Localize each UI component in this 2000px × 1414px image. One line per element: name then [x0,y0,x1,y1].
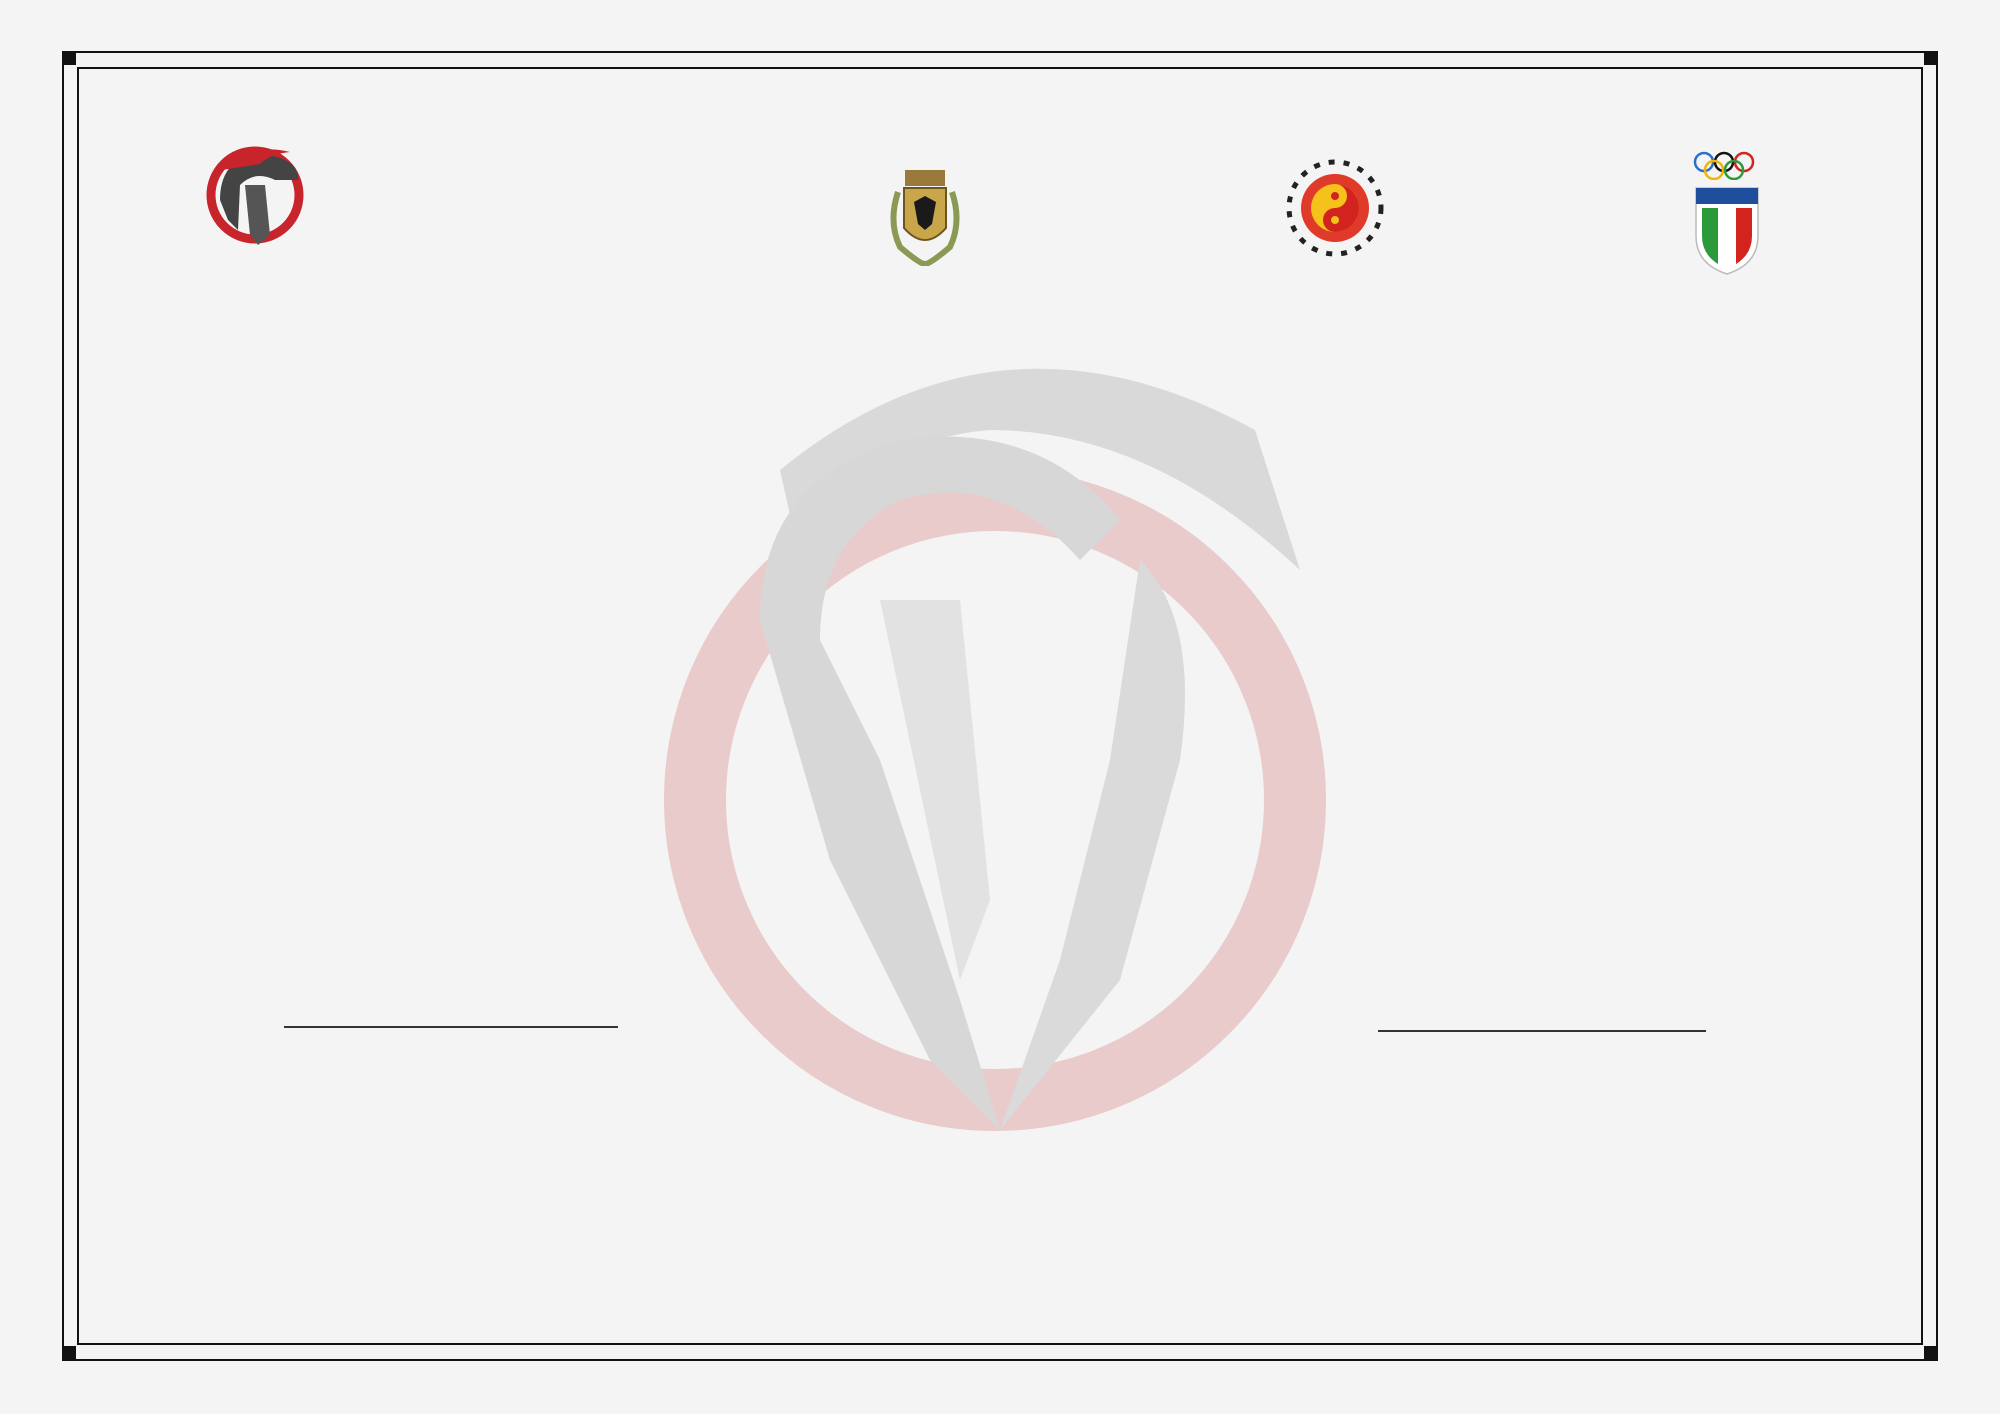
yin-yang-emblem-icon [1280,150,1390,270]
helmet-icon [150,140,360,250]
arena-combat-logo [150,140,360,290]
signature-line [1378,1030,1706,1032]
italia-shield-icon [1694,186,1760,276]
signature-block-left [170,1026,740,1042]
signature-line [284,1026,618,1028]
signature-block-right [1262,1030,1832,1046]
forli-crest-icon [880,162,970,266]
olympic-rings-icon [1692,150,1772,180]
coni-logo [1690,150,1860,275]
